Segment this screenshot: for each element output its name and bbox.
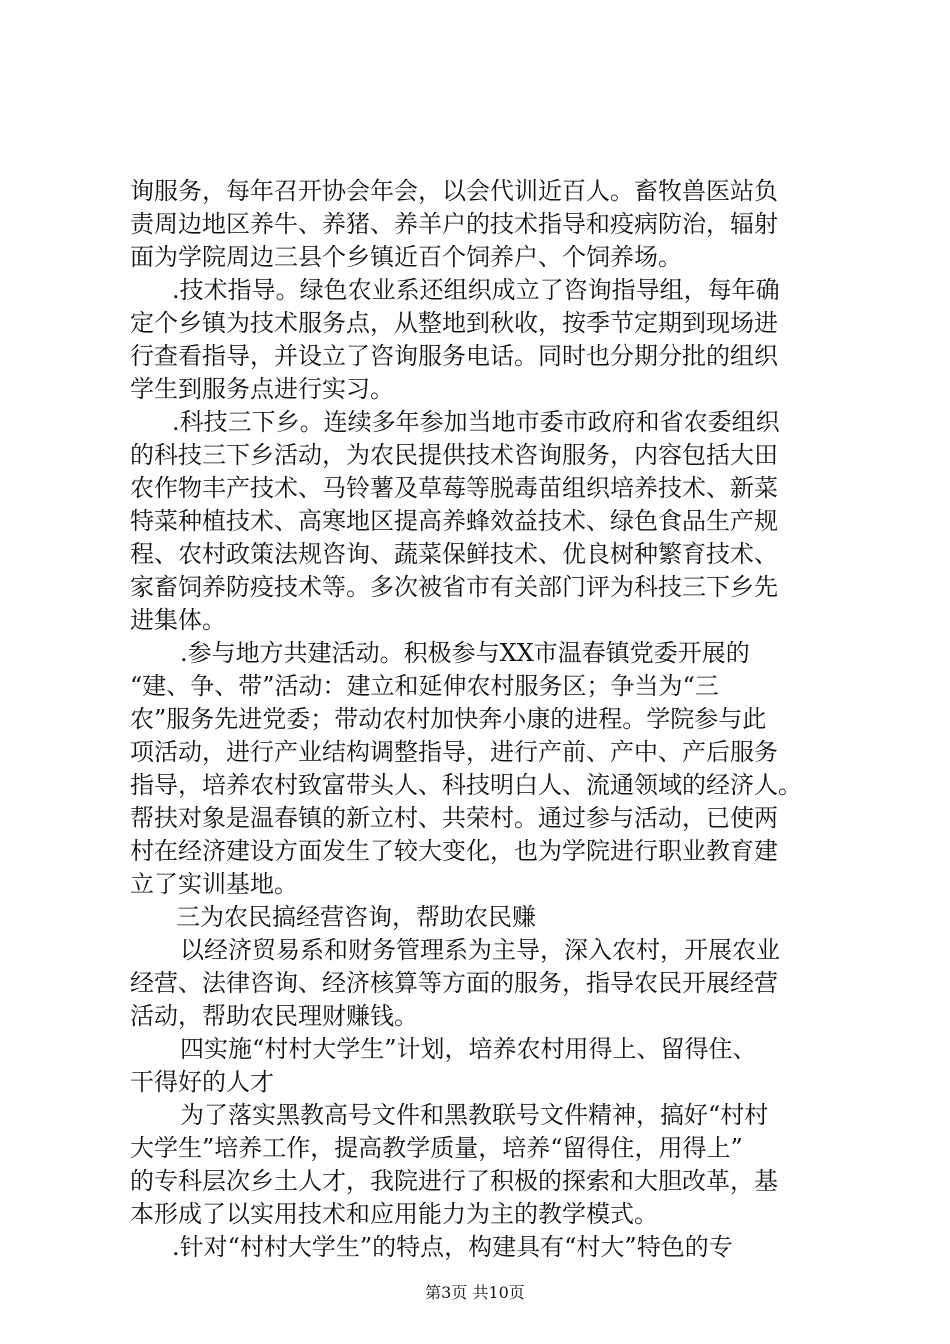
text-line: 面为学院周边三县个乡镇近百个饲养户、个饲养场。 [130,243,682,271]
text-line: 指导，培养农村致富带头人、科技明白人、流通领域的经济人。 [130,771,802,799]
text-line: .参与地方共建活动。积极参与XX市温春镇党委开展的 [180,639,750,667]
text-line: 农”服务先进党委；带动农村加快奔小康的进程。学院参与此 [130,705,767,733]
text-line: 本形成了以实用技术和应用能力为主的教学模式。 [130,1200,658,1228]
text-line: 以经济贸易系和财务管理系为主导，深入农村，开展农业 [180,936,780,964]
text-line: 学生到服务点进行实习。 [130,375,394,403]
text-line: 询服务，每年召开协会年会，以会代训近百人。畜牧兽医站负 [130,177,778,205]
text-line: 定个乡镇为技术服务点，从整地到秋收，按季节定期到现场进 [130,309,778,337]
text-line: 农作物丰产技术、马铃薯及草莓等脱毒苗组织培养技术、新菜 [130,474,778,502]
text-line: 的科技三下乡活动，为农民提供技术咨询服务，内容包括大田 [130,441,778,469]
text-line: 程、农村政策法规咨询、蔬菜保鲜技术、优良树种繁育技术、 [130,540,778,568]
section-heading: 四实施“村村大学生”计划，培养农村用得上、留得住、 [180,1035,757,1063]
text-line: .技术指导。绿色农业系还组织成立了咨询指导组，每年确 [172,276,780,304]
section-heading: 干得好的人才 [130,1068,274,1096]
text-line: 的专科层次乡土人才，我院进行了积极的探索和大胆改革，基 [130,1167,778,1195]
text-line: 活动，帮助农民理财赚钱。 [130,1002,418,1030]
page-number-footer: 第3页 共10页 [425,1283,525,1302]
text-line: 特菜种植技术、高寒地区提高养蜂效益技术、绿色食品生产规 [130,507,778,535]
text-line: 经营、法律咨询、经济核算等方面的服务，指导农民开展经营 [130,969,778,997]
text-line: “建、争、带”活动：建立和延伸农村服务区；争当为“三 [130,672,719,700]
text-line: 为了落实黑教高号文件和黑教联号文件精神，搞好“村村 [180,1101,769,1129]
text-line: 行查看指导，并设立了咨询服务电话。同时也分期分批的组织 [130,342,778,370]
text-line: 帮扶对象是温春镇的新立村、共荣村。通过参与活动，已使两 [130,804,778,832]
text-line: .科技三下乡。连续多年参加当地市委市政府和省农委组织 [172,408,780,436]
section-heading: 三为农民搞经营咨询，帮助农民赚 [176,903,536,931]
text-line: 大学生”培养工作，提高教学质量，培养“留得住，用得上” [130,1134,743,1162]
text-line: 家畜饲养防疫技术等。多次被省市有关部门评为科技三下乡先 [130,573,778,601]
text-line: 立了实训基地。 [130,870,298,898]
text-line: 项活动，进行产业结构调整指导，进行产前、产中、产后服务 [130,738,778,766]
text-line: 村在经济建设方面发生了较大变化，也为学院进行职业教育建 [130,837,778,865]
text-line: 进集体。 [130,606,226,634]
text-line: .针对“村村大学生”的特点，构建具有“村大”特色的专 [172,1233,733,1261]
text-line: 责周边地区养牛、养猪、养羊户的技术指导和疫病防治，辐射 [130,210,778,238]
